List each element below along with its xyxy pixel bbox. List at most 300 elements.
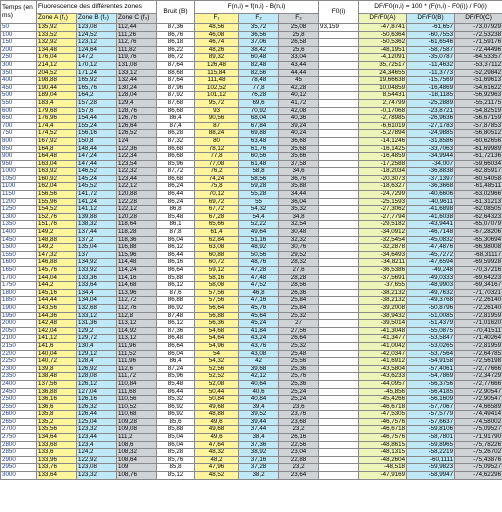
zone-c-cell: 109 <box>117 464 157 472</box>
zone-a-cell: 144,44 <box>37 297 77 305</box>
fb-cell: 58,8 <box>239 168 279 176</box>
f0-cell: 93,159 <box>319 24 359 32</box>
zone-b-cell: 129,72 <box>77 335 117 343</box>
zone-a-cell: 144,36 <box>37 312 77 320</box>
noise-cell: 86,44 <box>157 251 195 259</box>
fa-cell: 52,08 <box>195 380 239 388</box>
f0-cell <box>319 434 359 442</box>
dfc-cell: -71,40264 <box>455 335 502 343</box>
table-row <box>1 380 502 388</box>
zone-b-cell: 137,2 <box>77 236 117 244</box>
zone-a-cell: 137,56 <box>37 380 77 388</box>
fb-cell: 36,56 <box>239 31 279 39</box>
dfa-cell: -2,78985 <box>359 115 407 123</box>
zone-c-cell: 110,68 <box>117 411 157 419</box>
dfa-header: DF/F0(A) <box>359 14 407 24</box>
dfc-cell: -75,09527 <box>455 464 502 472</box>
fb-cell: 60,56 <box>239 153 279 161</box>
f0-cell <box>319 282 359 290</box>
fa-cell: 46,74 <box>195 39 239 47</box>
f0-cell <box>319 456 359 464</box>
zone-a-cell: 183,4 <box>37 99 77 107</box>
zone-c-cell: 114,16 <box>117 274 157 282</box>
fa-header: F₁ <box>195 14 239 24</box>
fc-cell: 28,28 <box>279 274 319 282</box>
zone-a-cell: 156,56 <box>37 191 77 199</box>
dfb-cell: -47,6594 <box>407 259 455 267</box>
dfc-cell: -52,29842 <box>455 69 502 77</box>
time-cell: 1850 <box>1 297 37 305</box>
f0-cell <box>319 115 359 123</box>
dfa-cell: -50,5362 <box>359 39 407 47</box>
zone-a-cell: 154,52 <box>37 206 77 214</box>
fa-cell: 76,2 <box>195 168 239 176</box>
zone-c-cell: 108,76 <box>117 472 157 480</box>
dfc-header: DF/F0(C) <box>455 14 502 24</box>
noise-cell: 87,48 <box>157 312 195 320</box>
dfa-cell: -48,8615 <box>359 441 407 449</box>
dfa-cell: -41,6912 <box>359 358 407 366</box>
table-row <box>1 335 502 343</box>
noise-cell: 86,44 <box>157 388 195 396</box>
dfa-cell: -45,4266 <box>359 396 407 404</box>
noise-cell: 86,64 <box>157 267 195 275</box>
fb-cell: 38,4 <box>239 434 279 442</box>
fb-cell: 45,76 <box>239 304 279 312</box>
zone-b-cell: 138,32 <box>77 221 117 229</box>
fc-cell: 36,04 <box>279 198 319 206</box>
fb-cell: 47,28 <box>239 267 279 275</box>
zone-a-cell: 144,04 <box>37 274 77 282</box>
f0-cell <box>319 99 359 107</box>
zone-c-cell: 120,28 <box>117 213 157 221</box>
zone-b-cell: 146,52 <box>77 168 117 176</box>
zone-a-cell: 163,92 <box>37 168 77 176</box>
dfc-cell: -75,26702 <box>455 449 502 457</box>
time-cell: 2600 <box>1 411 37 419</box>
fb-cell: 48,92 <box>239 244 279 252</box>
zone-c-cell: 122,12 <box>117 206 157 214</box>
table-row <box>1 289 502 297</box>
dfb-cell: -49,248 <box>407 267 455 275</box>
zone-c-cell: 112,44 <box>117 24 157 32</box>
dfa-cell: -46,6718 <box>359 426 407 434</box>
fb-cell: 58,56 <box>239 175 279 183</box>
f0-cell <box>319 145 359 153</box>
dfc-cell: -57,87853 <box>455 122 502 130</box>
zone-a-cell: 147,32 <box>37 251 77 259</box>
zone-a-cell: 144,2 <box>37 282 77 290</box>
dfb-cell: -35,0787 <box>407 54 455 62</box>
noise-cell: 86,04 <box>157 350 195 358</box>
zone-b-cell: 126,16 <box>77 396 117 404</box>
noise-cell: 87,32 <box>157 137 195 145</box>
fc-cell: 25,24 <box>279 388 319 396</box>
zone-b-cell: 157,28 <box>77 99 117 107</box>
zone-c-cell: 111,72 <box>117 373 157 381</box>
fa-cell: 57,56 <box>195 297 239 305</box>
zone-b-cell: 128,08 <box>77 373 117 381</box>
dfc-cell: -61,48511 <box>455 183 502 191</box>
fa-cell: 59,12 <box>195 267 239 275</box>
table-row <box>1 137 502 145</box>
f0-cell <box>319 153 359 161</box>
table-row <box>1 130 502 138</box>
zone-a-cell: 136,16 <box>37 396 77 404</box>
noise-cell: 85,88 <box>157 274 195 282</box>
fc-cell: 43,44 <box>279 61 319 69</box>
zone-a-cell: 204,52 <box>37 69 77 77</box>
dfb-cell: -15,7569 <box>407 77 455 85</box>
dfa-cell: -41,3477 <box>359 335 407 343</box>
dfa-cell: 2,74799 <box>359 99 407 107</box>
fb-cell: 55 <box>239 198 279 206</box>
time-cell: 2400 <box>1 380 37 388</box>
table-row <box>1 365 502 373</box>
f0-cell <box>319 46 359 54</box>
f0-cell <box>319 39 359 47</box>
table-row <box>1 39 502 47</box>
zone-c-cell: 123,44 <box>117 175 157 183</box>
f0-cell <box>319 137 359 145</box>
dfc-cell: -64,53357 <box>455 54 502 62</box>
zone-a-cell: 146,88 <box>37 259 77 267</box>
fb-cell: 38,42 <box>239 46 279 54</box>
fb-cell: 40,6 <box>239 388 279 396</box>
fc-cell: 26,58 <box>279 39 319 47</box>
time-cell: 1550 <box>1 251 37 259</box>
table-row <box>1 274 502 282</box>
zone-c-cell: 126,52 <box>117 130 157 138</box>
table-row <box>1 183 502 191</box>
noise-cell: 86,68 <box>157 175 195 183</box>
dfa-cell: -50,6364 <box>359 31 407 39</box>
dfb-cell: -49,0333 <box>407 274 455 282</box>
fa-cell: 54,68 <box>195 327 239 335</box>
noise-cell: 87,36 <box>157 327 195 335</box>
zone-a-cell: 138,48 <box>37 373 77 381</box>
zone-c-cell: 111,26 <box>117 31 157 39</box>
dfa-cell: -36,5386 <box>359 267 407 275</box>
dfb-cell: -56,4185 <box>407 388 455 396</box>
fc-cell: 23,04 <box>279 449 319 457</box>
dfa-cell: -29,5182 <box>359 221 407 229</box>
fb-cell: 45,24 <box>239 320 279 328</box>
dfa-cell: -37,655 <box>359 282 407 290</box>
table-row <box>1 31 502 39</box>
fa-cell: 80 <box>195 137 239 145</box>
zone-c-cell: 113,12 <box>117 335 157 343</box>
table-row <box>1 229 502 237</box>
dfb-cell: -45,0832 <box>407 236 455 244</box>
fa-cell: 67,72 <box>195 206 239 214</box>
dfb-cell: -41,6038 <box>407 213 455 221</box>
fb-cell: 45,64 <box>239 312 279 320</box>
noise-cell: 86,24 <box>157 183 195 191</box>
zone-c-cell: 118,36 <box>117 236 157 244</box>
dfa-cell: -14,1246 <box>359 137 407 145</box>
dfc-cell: -71,01620 <box>455 320 502 328</box>
fb-cell: 39,68 <box>239 365 279 373</box>
fc-cell: 39,24 <box>279 122 319 130</box>
dfc-cell: -72,53238 <box>455 31 502 39</box>
dfc-cell: -72,77666 <box>455 365 502 373</box>
fb-cell: 59,28 <box>239 183 279 191</box>
dfb-cell: -49,3768 <box>407 297 455 305</box>
zone-b-cell: 141,72 <box>77 191 117 199</box>
zone-c-header: Zone C (f₃) <box>117 14 157 24</box>
zone-b-cell: 133,92 <box>77 267 117 275</box>
zone-a-cell: 167,92 <box>37 137 77 145</box>
fa-cell: 78,12 <box>195 145 239 153</box>
fc-cell: 34,8 <box>279 213 319 221</box>
time-cell: 1000 <box>1 168 37 176</box>
fa-cell: 47,96 <box>195 464 239 472</box>
noise-cell: 86,48 <box>157 335 195 343</box>
zone-a-cell: 142,48 <box>37 320 77 328</box>
zone-b-cell: 147,44 <box>77 160 117 168</box>
f0-cell <box>319 107 359 115</box>
dfc-cell: -72,64785 <box>455 350 502 358</box>
dfa-cell: -16,1425 <box>359 145 407 153</box>
zone-a-cell: 141,12 <box>37 335 77 343</box>
zone-a-cell: 179,68 <box>37 107 77 115</box>
fa-cell: 46,08 <box>195 31 239 39</box>
zone-b-cell: 128,4 <box>77 358 117 366</box>
zone-a-cell: 198,88 <box>37 77 77 85</box>
dfc-cell: -53,37112 <box>455 61 502 69</box>
zone-b-cell: 122,92 <box>77 456 117 464</box>
fc-cell: 29,52 <box>279 251 319 259</box>
zone-c-cell: 112,8 <box>117 312 157 320</box>
fc-cell: 28,56 <box>279 282 319 290</box>
fc-cell: 23,64 <box>279 472 319 480</box>
zone-c-cell: 116,88 <box>117 244 157 252</box>
time-cell: 1200 <box>1 198 37 206</box>
dfb-cell: -36,8838 <box>407 168 455 176</box>
time-cell: 1650 <box>1 267 37 275</box>
dfc-cell: -72,56198 <box>455 358 502 366</box>
fc-cell: 25,48 <box>279 350 319 358</box>
noise-cell: 86,12 <box>157 244 195 252</box>
zone-c-cell: 109,28 <box>117 418 157 426</box>
zone-c-cell: 110,56 <box>117 396 157 404</box>
fa-cell: 48,52 <box>195 472 239 480</box>
fb-cell: 37,36 <box>239 441 279 449</box>
table-row <box>1 145 502 153</box>
dfa-cell: -48,1315 <box>359 449 407 457</box>
dfa-cell: -25,1593 <box>359 198 407 206</box>
zone-c-cell: 114,92 <box>117 327 157 335</box>
dfb-cell: -37,1397 <box>407 175 455 183</box>
dfb-cell: -36,3668 <box>407 183 455 191</box>
zone-c-cell: 114,68 <box>117 282 157 290</box>
f0-cell <box>319 403 359 411</box>
table-row <box>1 153 502 161</box>
dfc-cell: -62,64323 <box>455 213 502 221</box>
fb-cell: 69,6 <box>239 99 279 107</box>
dfa-cell: -46,7576 <box>359 418 407 426</box>
zone-c-cell: 111,68 <box>117 388 157 396</box>
f0-cell <box>319 251 359 259</box>
noise-cell: 85,96 <box>157 160 195 168</box>
fc-cell: 22,56 <box>279 441 319 449</box>
time-cell: 2550 <box>1 403 37 411</box>
zone-a-cell: 214,12 <box>37 61 77 69</box>
fc-cell: 26,36 <box>279 289 319 297</box>
noise-header: Bruit (B) <box>157 1 195 24</box>
fc-cell: 40,24 <box>279 130 319 138</box>
zone-b-cell: 135,04 <box>77 244 117 252</box>
time-cell: 2500 <box>1 396 37 404</box>
fa-cell: 48,2 <box>195 456 239 464</box>
dfa-cell: -34,8211 <box>359 259 407 267</box>
f0-cell <box>319 160 359 168</box>
fa-cell: 48,32 <box>195 449 239 457</box>
zone-b-cell: 147,2 <box>77 54 117 62</box>
dfb-cell: -16,4869 <box>407 84 455 92</box>
zone-a-cell: 136,88 <box>37 388 77 396</box>
zone-b-cell: 133,12 <box>77 312 117 320</box>
time-cell: 1400 <box>1 229 37 237</box>
f0-cell <box>319 426 359 434</box>
f0-cell <box>319 168 359 176</box>
time-cell: 2250 <box>1 358 37 366</box>
table-row <box>1 24 502 32</box>
zone-a-cell: 141,6 <box>37 342 77 350</box>
dfc-cell: -65,07079 <box>455 221 502 229</box>
dfb-cell: -57,5779 <box>407 411 455 419</box>
time-cell: 2050 <box>1 327 37 335</box>
dfc-cell: -60,54058 <box>455 175 502 183</box>
f0-cell <box>319 464 359 472</box>
noise-cell: 86,88 <box>157 297 195 305</box>
f0-cell <box>319 84 359 92</box>
fc-cell: 44,44 <box>279 69 319 77</box>
fc-cell: 25,36 <box>279 365 319 373</box>
table-row <box>1 320 502 328</box>
dfc-cell: -75,78226 <box>455 441 502 449</box>
dfb-cell: -53,5847 <box>407 335 455 343</box>
time-cell: 450 <box>1 84 37 92</box>
zone-a-cell: 140,72 <box>37 358 77 366</box>
dfb-cell: -59,8106 <box>407 426 455 434</box>
time-cell: 2950 <box>1 464 37 472</box>
dfb-cell: -27,1783 <box>407 122 455 130</box>
dfa-cell: -43,6233 <box>359 373 407 381</box>
fb-cell: 82,56 <box>239 69 279 77</box>
table-row <box>1 115 502 123</box>
dfa-cell: -34,0912 <box>359 229 407 237</box>
dfb-cell: -58,7801 <box>407 434 455 442</box>
fa-cell: 88,24 <box>195 130 239 138</box>
dfa-cell: -32,2878 <box>359 244 407 252</box>
zone-a-cell: 152,76 <box>37 213 77 221</box>
zone-a-cell: 163,04 <box>37 160 77 168</box>
time-cell: 850 <box>1 145 37 153</box>
dfb-cell: -58,7587 <box>407 46 455 54</box>
fb-cell: 69,88 <box>239 130 279 138</box>
zone-b-cell: 134,4 <box>77 289 117 297</box>
dfb-cell: -33,7063 <box>407 145 455 153</box>
zone-a-cell: 135,2 <box>37 418 77 426</box>
dfc-cell: -75,09527 <box>455 426 502 434</box>
fa-cell: 57,56 <box>195 289 239 297</box>
noise-cell: 86,92 <box>157 403 195 411</box>
fb-cell: 37,28 <box>239 464 279 472</box>
dfb-cell: -56,3756 <box>407 380 455 388</box>
fb-cell: 47,16 <box>239 297 279 305</box>
noise-cell: 87,68 <box>157 99 195 107</box>
fa-cell: 63,08 <box>195 244 239 252</box>
time-cell: 950 <box>1 160 37 168</box>
fa-cell: 60,88 <box>195 251 239 259</box>
zone-b-cell: 134,92 <box>77 259 117 267</box>
fb-cell: 51,16 <box>239 236 279 244</box>
dfb-cell: -54,7869 <box>407 373 455 381</box>
zone-c-cell: 110,84 <box>117 380 157 388</box>
fc-cell: 35,32 <box>279 206 319 214</box>
time-cell: 400 <box>1 77 37 85</box>
zone-a-cell: 143,56 <box>37 304 77 312</box>
fa-cell: 54 <box>195 350 239 358</box>
noise-cell: 86,12 <box>157 320 195 328</box>
noise-cell: 87,8 <box>157 229 195 237</box>
dfa-cell: -41,0042 <box>359 342 407 350</box>
table-row <box>1 396 502 404</box>
dfa-cell: 19,66638 <box>359 77 407 85</box>
fc-cell: 23,68 <box>279 418 319 426</box>
fc-cell: 25,76 <box>279 373 319 381</box>
time-cell: 2350 <box>1 373 37 381</box>
dfb-cell: -60,7553 <box>407 31 455 39</box>
time-cell: 2000 <box>1 320 37 328</box>
zone-c-cell: 133,12 <box>117 69 157 77</box>
fb-cell: 68,04 <box>239 115 279 123</box>
dfb-cell: -31,8586 <box>407 137 455 145</box>
dfc-cell: -61,72136 <box>455 153 502 161</box>
zone-b-cell: 123,32 <box>77 472 117 480</box>
fa-cell: 52,52 <box>195 373 239 381</box>
noise-cell: 87,64 <box>157 61 195 69</box>
dfc-cell: -56,80512 <box>455 130 502 138</box>
fc-cell: 26,16 <box>279 434 319 442</box>
dfb-cell: -47,4876 <box>407 244 455 252</box>
fa-cell: 93 <box>195 107 239 115</box>
fc-cell: 28,32 <box>279 259 319 267</box>
dfc-cell: -69,64223 <box>455 274 502 282</box>
fa-cell: 52,56 <box>195 365 239 373</box>
dfb-cell: -51,0085 <box>407 312 455 320</box>
dfc-cell: -72,90547 <box>455 388 502 396</box>
dfb-cell: -61,657 <box>407 24 455 32</box>
f0-cell <box>319 380 359 388</box>
fb-cell: 43,76 <box>239 342 279 350</box>
fa-cell: 54,32 <box>195 358 239 366</box>
time-cell: 2100 <box>1 335 37 343</box>
fa-cell: 58,16 <box>195 274 239 282</box>
fc-cell: 37,58 <box>279 160 319 168</box>
fb-cell: 52,22 <box>239 221 279 229</box>
zone-a-cell: 149,2 <box>37 244 77 252</box>
fa-cell: 50,84 <box>195 396 239 404</box>
table-row <box>1 61 502 69</box>
fc-cell: 40,12 <box>279 92 319 100</box>
time-cell: 100 <box>1 31 37 39</box>
zone-a-cell: 162,04 <box>37 183 77 191</box>
fb-cell: 47,48 <box>239 274 279 282</box>
f0-cell <box>319 358 359 366</box>
